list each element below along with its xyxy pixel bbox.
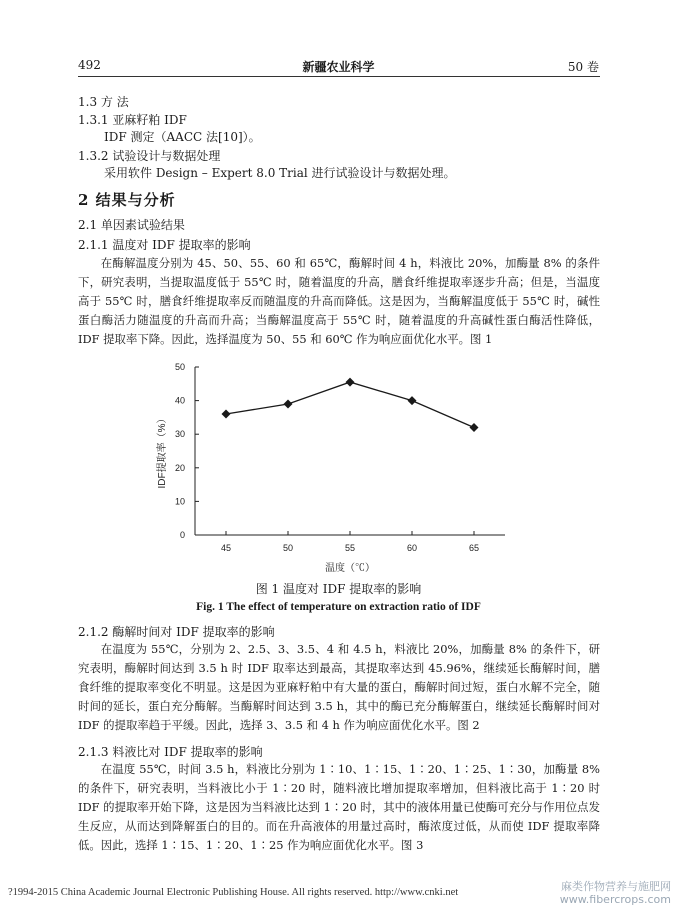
section-1-3-1-body: IDF 测定（AACC 法[10]）。 xyxy=(104,130,261,144)
section-2-1-heading: 2.1 单因素试验结果 xyxy=(78,218,185,232)
page-number: 492 xyxy=(78,58,101,72)
section-2-1-3-heading: 2.1.3 料液比对 IDF 提取率的影响 xyxy=(78,745,263,759)
data-point xyxy=(470,423,479,432)
section-1-3-1: 1.3.1 亚麻籽粕 IDF xyxy=(78,113,187,127)
y-tick-label: 40 xyxy=(174,395,185,406)
paragraph-ratio: 在温度 55℃，时间 3.5 h，料液比分别为 1∶10、1∶15、1∶20、1∶25、1∶30，加酶量 8% 的条件下，研究表明，当料液比小于 1∶20 时，随料液比增加提取率增加，但料液比高于 1∶20 时 IDF 的提取率开始下降，这是因为当料液比达到 1∶20 时，其中的液体用量已使酶可充分与作用位点发生反应，从而达到降解蛋白的目的。而在升高液体的用量过高时，酶浓度过低，从而使 IDF 提取率降低。因此，选择 1∶15、1∶20、1∶25 作为响应面优化水平。图 3 xyxy=(78,762,600,852)
x-tick-label: 65 xyxy=(468,543,480,553)
y-tick-label: 20 xyxy=(174,462,185,473)
x-tick-label: 60 xyxy=(406,543,418,553)
header-rule xyxy=(78,76,600,77)
data-point xyxy=(408,396,417,405)
y-tick-label: 0 xyxy=(179,530,185,540)
data-point xyxy=(346,378,355,387)
figure-1-caption-en: Fig. 1 The effect of temperature on extraction ratio of IDF xyxy=(196,601,481,613)
y-tick-label: 30 xyxy=(174,429,185,440)
section-1-3: 1.3 方 法 xyxy=(78,95,129,109)
section-2-1-2-heading: 2.1.2 酶解时间对 IDF 提取率的影响 xyxy=(78,625,275,639)
section-1-3-2-body: 采用软件 Design – Expert 8.0 Trial 进行试验设计与数据处理。 xyxy=(104,166,456,180)
volume-label: 50 卷 xyxy=(567,60,599,74)
x-tick-label: 55 xyxy=(344,543,356,553)
y-tick-label: 50 xyxy=(174,362,185,372)
x-tick-label: 45 xyxy=(220,543,232,553)
x-axis-label: 温度（℃） xyxy=(325,563,375,574)
x-tick-label: 50 xyxy=(282,543,294,553)
section-2-1-1-heading: 2.1.1 温度对 IDF 提取率的影响 xyxy=(78,238,251,252)
watermark: 麻类作物营养与施肥网 www.fibercrops.com xyxy=(559,880,671,906)
journal-title: 新疆农业科学 xyxy=(302,60,375,74)
paragraph-time: 在温度为 55℃，分别为 2、2.5、3、3.5、4 和 4.5 h，料液比 20%，加酶量 8% 的条件下，研究表明，酶解时间达到 3.5 h 时 IDF 取率达到最高，其提取率达到 45.96%，继续延长酶解时间，膳食纤维的提取率变化不明显。这是因为亚麻籽粕中有大量的蛋白，酶解时间过短，蛋白水解不完全，随时间的延长，蛋白充分酶解。当酶解时间达到 3.5 h，其中的酶已充分酶解蛋白，继续延长酶解时间对 IDF 的提取率趋于平缓。因此，选择 3、3.5 和 4 h 作为响应面优化水平。图 2 xyxy=(78,642,600,732)
copyright-footer: ?1994-2015 China Academic Journal Electronic Publishing House. All rights reserved. http://www.cnki.net xyxy=(8,887,459,898)
paragraph-temperature: 在酶解温度分别为 45、50、55、60 和 65℃，酶解时间 4 h，料液比 20%，加酶量 8% 的条件下，研究表明，当提取温度低于 55℃ 时，随着温度的升高，膳食纤维提取率逐步升高；但是，当温度高于 55℃ 时，膳食纤维提取率反而随温度的升高而降低。这是因为，当酶解温度低于 55℃ 时，碱性蛋白酶活力随温度的升高而升高；当酶解温度高于 55℃ 时，随着温度的升高碱性蛋白酶活性降低，IDF 提取率下降。因此，选择温度为 50、55 和 60℃ 作为响应面优化水平。图 1 xyxy=(78,256,600,346)
data-point xyxy=(284,399,293,408)
data-point xyxy=(222,410,231,419)
series-line xyxy=(226,382,474,427)
y-axis-label: IDF提取率（%） xyxy=(157,413,168,489)
y-tick-label: 10 xyxy=(174,496,185,507)
figure-1-caption: 图 1 温度对 IDF 提取率的影响 xyxy=(255,582,422,596)
section-1-3-2: 1.3.2 试验设计与数据处理 xyxy=(78,149,221,163)
section-2-heading: 2 结果与分析 xyxy=(78,191,176,209)
